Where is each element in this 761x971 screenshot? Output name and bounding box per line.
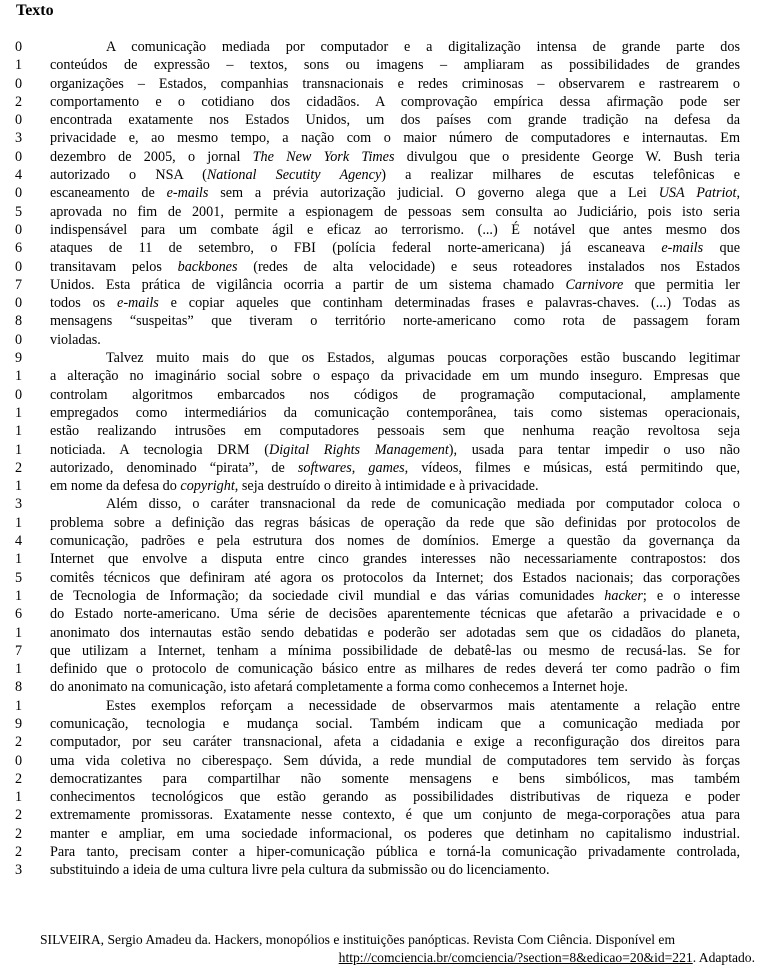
paragraph-3-line: anonimato dos internautas estão sendo debatidas e poderão ser adotadas sem que os cidadãos do planeta,: [50, 624, 740, 641]
paragraph-3-line: comitês técnicos que definiram até agora os protocolos da Internet; dos Estados nacionais; das corporações: [50, 569, 740, 586]
line-number: 5: [15, 569, 23, 586]
line-number: 1: [15, 368, 23, 385]
paragraph-4-line: Para tanto, precisam conter a hiper-comunicação pública e torná-la comunicação privadamente controlada,: [50, 844, 740, 861]
line-number: 1: [15, 441, 23, 458]
line-number: 0: [15, 752, 23, 769]
citation-reference: SILVEIRA, Sergio Amadeu da. Hackers, monopólios e instituições panópticas. Revista Com Ciência. Disponível em: [40, 932, 676, 947]
text-heading: Texto: [16, 2, 54, 19]
line-number: 9: [15, 350, 23, 367]
paragraph-2-line: em nome da defesa do copyright, seja destruído o direito à intimidade e à privacidade.: [50, 478, 539, 495]
line-number: 2: [15, 734, 23, 751]
paragraph-4-line: Estes exemplos reforçam a necessidade de observarmos mais atentamente a relação entre: [106, 697, 740, 714]
line-number: 0: [15, 221, 23, 238]
line-number: 7: [15, 642, 23, 659]
line-number: 1: [15, 697, 23, 714]
line-number-gutter: [15, 38, 29, 880]
line-number: 7: [15, 276, 23, 293]
article-body: [50, 38, 740, 880]
line-number: 1: [15, 661, 23, 678]
paragraph-4-line: uma vida coletiva no ciberespaço. Sem dúvida, a rede mundial de computadores tem servido às forças: [50, 752, 740, 769]
line-number: 0: [15, 39, 23, 55]
paragraph-1-line: A comunicação mediada por computador e a digitalização intensa de grande parte dos: [106, 39, 740, 55]
citation-suffix: . Adaptado.: [692, 950, 755, 965]
paragraph-1-line: privacidade e, ao mesmo tempo, a nação com o maior número de computadores e internautas. Em: [50, 130, 740, 147]
line-number: 0: [15, 258, 23, 275]
paragraph-4-line: extremamente promissoras. Exatamente nesse contexto, é que um conjunto de mega-corporações atua para: [50, 807, 740, 824]
line-number: 0: [15, 112, 23, 129]
paragraph-1-line: violadas.: [50, 331, 101, 348]
paragraph-1-line: indispensável para um combate ágil e eficaz ao terrorismo. (...) É notável que antes mesmo dos: [50, 221, 740, 238]
line-number: 0: [15, 386, 23, 403]
paragraph-1-line: Unidos. Esta prática de vigilância ocorria a partir de um sistema chamado Carnivore que permitia ler: [50, 276, 740, 293]
paragraph-2-line: controlam algoritmos embarcados nos códigos de programação computacional, amplamente: [50, 386, 740, 403]
citation-link[interactable]: http://comciencia.br/comciencia/?section=8&edicao=20&id=221: [338, 950, 693, 965]
line-number: 4: [15, 533, 23, 550]
line-number: 3: [15, 130, 23, 147]
paragraph-1-line: transitavam pelos backbones (redes de alta velocidade) e seus roteadores instalados nos Estados: [50, 258, 740, 275]
paragraph-1-line: escaneamento de e-mails sem a prévia autorização judicial. O governo alega que a Lei USA Patriot,: [50, 185, 741, 202]
line-number: 1: [15, 514, 23, 531]
paragraph-4-line: manter e ampliar, em uma sociedade informacional, os poderes que detinham no capitalismo industrial.: [50, 825, 740, 842]
paragraph-3-line: do anonimato na comunicação, isto afetará completamente a forma como conhecemos a Internet hoje.: [50, 679, 628, 696]
paragraph-3-line: Internet que envolve a disputa entre cinco grandes interesses não necessariamente contrapostos: dos: [50, 551, 740, 568]
line-number: 0: [15, 75, 23, 92]
line-number: 2: [15, 825, 23, 842]
paragraph-4-line: conhecimentos tecnológicos que estão gerando as possibilidades distributivas de riqueza e poder: [50, 789, 740, 806]
paragraph-3-line: do Estado norte-americano. Uma série de decisões aparentemente técnicas que afetarão a privacidade e o: [50, 606, 740, 623]
paragraph-3-line: comunicação, padrões e pela estrutura dos nomes de domínios. Emerge a questão da governança da: [50, 533, 740, 550]
source-citation: [40, 931, 755, 967]
paragraph-4-line: computador, por seu caráter transnacional, afeta a cidadania e exige a reconfiguração dos direitos para: [50, 734, 740, 751]
paragraph-2-line: empregados como intermediários da comunicação contemporânea, tais como sistemas operacionais,: [50, 404, 740, 421]
line-number: 9: [15, 715, 23, 732]
line-number: 1: [15, 551, 23, 568]
line-number: 1: [15, 404, 23, 421]
paragraph-1-line: comportamento e o cotidiano dos cidadãos. A comprovação empírica dessa afirmação pode ser: [50, 93, 740, 110]
paragraph-1-line: autorizado o NSA (National Secutity Agency) a realizar milhares de escutas telefônicas e: [50, 167, 740, 184]
paragraph-2-line: estão realizando intrusões em computadores pessoais sem que nenhuma reação revoltosa seja: [50, 423, 740, 440]
paragraph-3-line: de Tecnologia de Informação; da sociedade civil mundial e das várias comunidades hacker; e o interesse: [50, 587, 740, 604]
line-number: 8: [15, 679, 23, 696]
line-number: 3: [15, 496, 23, 513]
paragraph-4-line: substituindo a ideia de uma cultura livre pela cultura da submissão ou do licenciamento.: [50, 862, 550, 879]
paragraph-3-line: problema sobre a definição das regras básicas de operação da rede que são definidas por protocolos de: [50, 514, 740, 531]
line-number: 1: [15, 587, 23, 604]
line-number: 1: [15, 57, 23, 74]
paragraph-2-line: Talvez muito mais do que os Estados, algumas poucas corporações estão buscando legitimar: [106, 350, 740, 367]
line-number: 2: [15, 844, 23, 861]
paragraph-3-line: definido que o protocolo de comunicação básico entre as milhares de redes deverá ter como padrão o fim: [50, 661, 740, 678]
paragraph-1-line: encontrada exatamente nos Estados Unidos, um dos países com grande tradição na defesa da: [50, 112, 740, 129]
line-number: 6: [15, 240, 23, 257]
paragraph-1-line: dezembro de 2005, o jornal The New York Times divulgou que o presidente George W. Bush teria: [50, 148, 740, 165]
paragraph-1-line: mensagens “suspeitas” que tiveram o território norte-americano como rota de passagem foram: [50, 313, 740, 330]
paragraph-1-line: todos os e-mails e copiar aqueles que continham determinadas frases e palavras-chaves. (...) Todas as: [50, 295, 740, 312]
line-number: 3: [15, 862, 23, 879]
paragraph-3-line: que utilizam a Internet, tenham a mínima possibilidade de debatê-las ou mesmo de recusá-las. Se for: [50, 642, 740, 659]
line-number: 1: [15, 478, 23, 495]
paragraph-3-line: Além disso, o caráter transnacional da rede de comunicação mediada por computador coloca o: [106, 496, 740, 513]
line-number: 0: [15, 331, 23, 348]
paragraph-1-line: organizações – Estados, companhias transnacionais e redes criminosas – observarem e rastrearem o: [50, 75, 740, 92]
line-number: 1: [15, 789, 23, 806]
line-number: 1: [15, 423, 23, 440]
paragraph-1-line: ataques de 11 de setembro, o FBI (polícia federal norte-americana) já escaneava e-mails que: [50, 240, 740, 257]
paragraph-4-line: comunicação, tecnologia e mudança social. Também indicam que a comunicação mediada por: [50, 715, 740, 732]
line-number: 4: [15, 167, 23, 184]
paragraph-2-line: autorizado, denominado “pirata”, de softwares, games, vídeos, filmes e músicas, está permitindo que,: [50, 459, 740, 476]
paragraph-2-line: a alteração no imaginário social sobre o espaço da privacidade em um mundo inseguro. Empresas que: [50, 368, 740, 385]
paragraph-1-line: conteúdos de expressão – textos, sons ou imagens – ampliaram as possibilidades de grandes: [50, 57, 740, 74]
paragraph-1-line: aprovada no fim de 2001, permite a espionagem de pessoas sem consulta ao Judiciário, pois isto seria: [50, 203, 740, 220]
paragraph-2-line: noticiada. A tecnologia DRM (Digital Rights Management), usada para tentar impedir o uso não: [50, 441, 740, 458]
line-number: 2: [15, 459, 23, 476]
line-number: 2: [15, 770, 23, 787]
line-number: 6: [15, 606, 23, 623]
line-number: 0: [15, 295, 23, 312]
paragraph-4-line: democratizantes para compartilhar não somente mensagens e bens simbólicos, mas também: [50, 770, 740, 787]
line-number: 8: [15, 313, 23, 330]
line-number: 5: [15, 203, 23, 220]
line-number: 2: [15, 93, 23, 110]
line-number: 0: [15, 148, 23, 165]
line-number: 0: [15, 185, 23, 202]
line-number: 2: [15, 807, 23, 824]
line-number: 1: [15, 624, 23, 641]
